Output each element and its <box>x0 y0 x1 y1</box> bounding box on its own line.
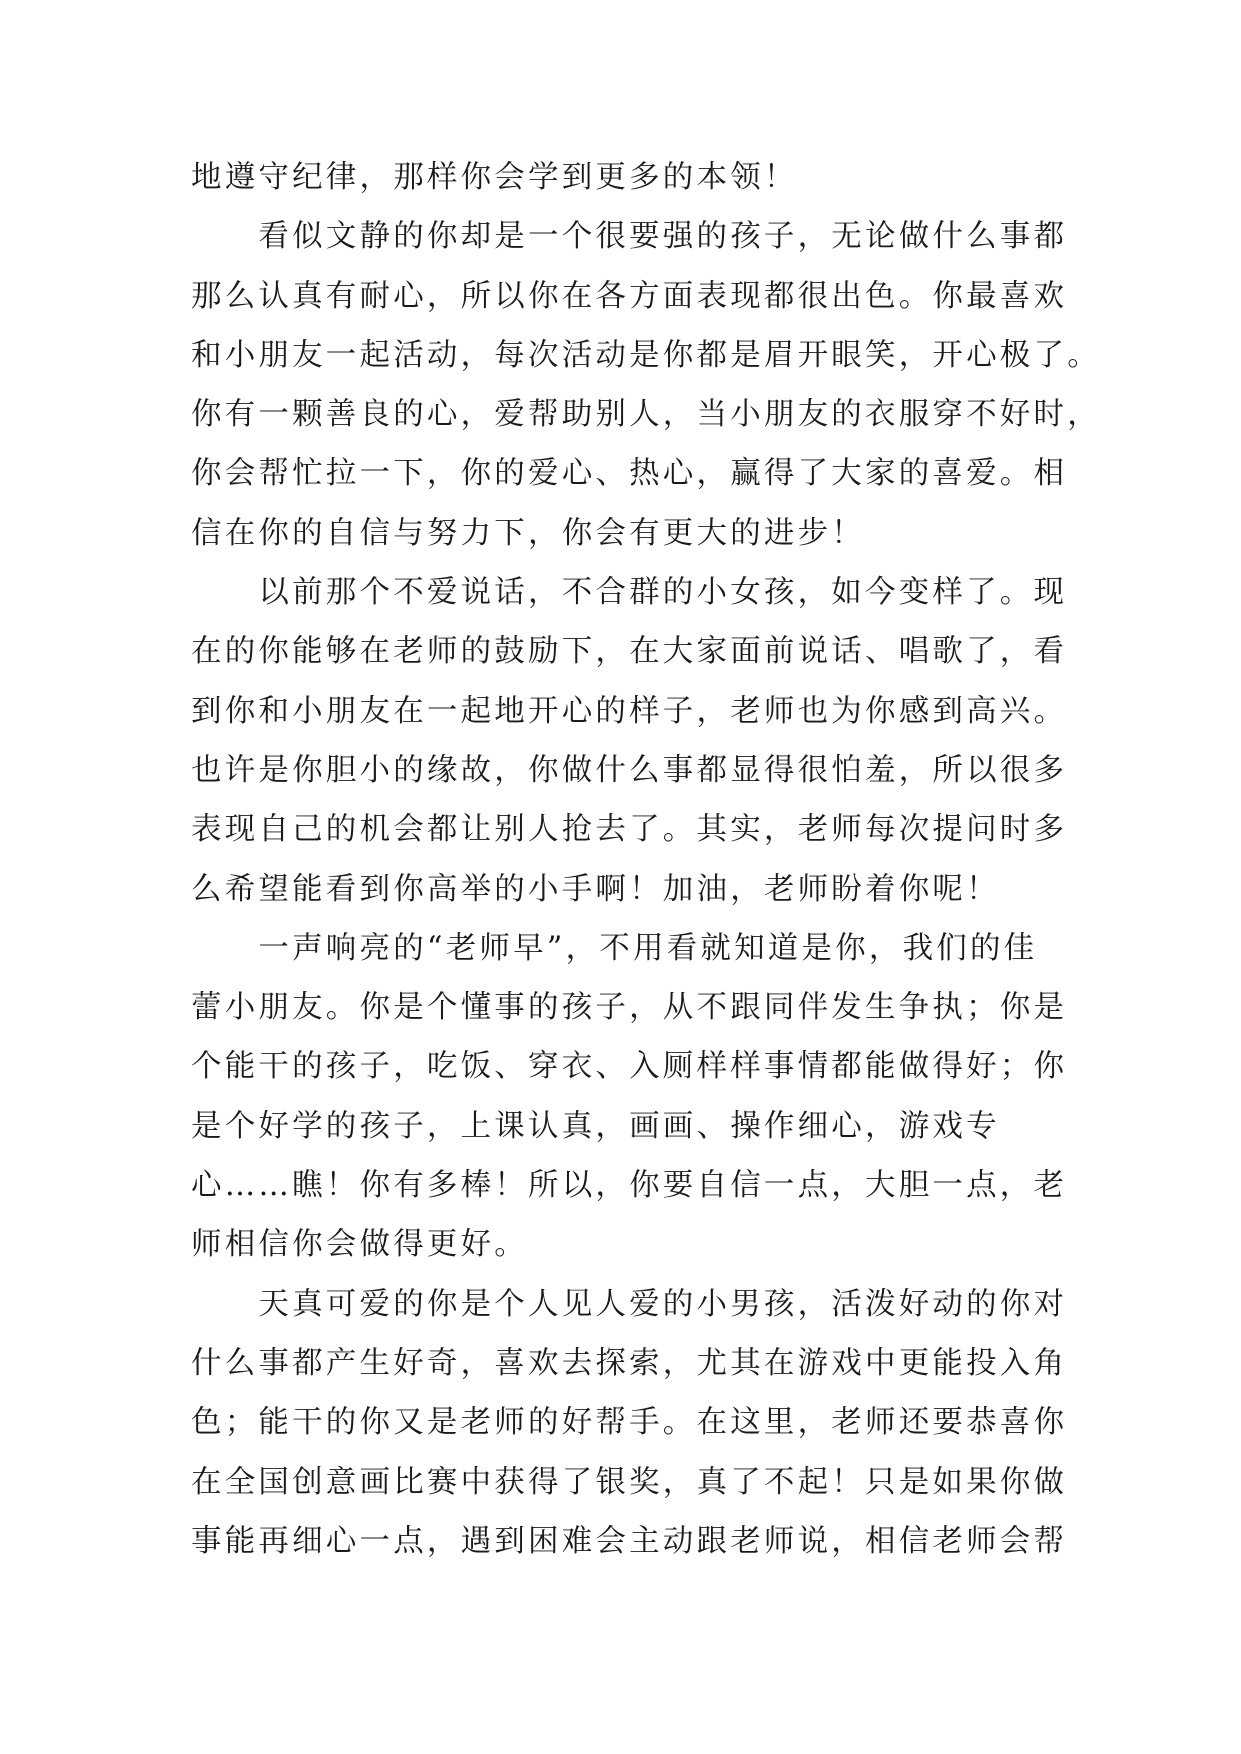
text-line: 地遵守纪律，那样你会学到更多的本领！ <box>191 160 798 195</box>
text-line: 心……瞧！你有多棒！所以，你要自信一点，大胆一点，老 <box>191 1168 1068 1204</box>
text-line: 事能再细心一点，遇到困难会主动跟老师说，相信老师会帮 <box>191 1523 1068 1559</box>
document-body <box>191 148 1101 1571</box>
text-line: 看似文静的你却是一个很要强的孩子，无论做什么事都 <box>191 219 1068 255</box>
text-line: 你会帮忙拉一下，你的爱心、热心，赢得了大家的喜爱。相 <box>191 456 1068 492</box>
text-line: 什么事都产生好奇，喜欢去探索，尤其在游戏中更能投入角 <box>191 1345 1068 1381</box>
text-line: 一声响亮的“老师早”，不用看就知道是你，我们的佳 <box>191 930 1038 966</box>
text-line: 以前那个不爱说话，不合群的小女孩，如今变样了。现 <box>191 575 1068 611</box>
text-line: 和小朋友一起活动，每次活动是你都是眉开眼笑，开心极了。 <box>191 337 1101 373</box>
text-line: 是个好学的孩子，上课认真，画画、操作细心，游戏专 <box>191 1108 1000 1144</box>
text-line: 信在你的自信与努力下，你会有更大的进步！ <box>191 515 865 551</box>
text-line: 表现自己的机会都让别人抢去了。其实，老师每次提问时多 <box>191 812 1068 848</box>
text-line: 师相信你会做得更好。 <box>191 1227 528 1263</box>
text-line: 也许是你胆小的缘故，你做什么事都显得很怕羞，所以很多 <box>191 752 1068 788</box>
text-line: 蕾小朋友。你是个懂事的孩子，从不跟同伴发生争执；你是 <box>191 990 1068 1026</box>
text-line: 在的你能够在老师的鼓励下，在大家面前说话、唱歌了，看 <box>191 634 1068 670</box>
text-line: 到你和小朋友在一起地开心的样子，老师也为你感到高兴。 <box>191 693 1068 729</box>
text-line: 么希望能看到你高举的小手啊！加油，老师盼着你呢！ <box>191 871 1000 907</box>
text-line: 个能干的孩子，吃饭、穿衣、入厕样样事情都能做得好；你 <box>191 1049 1068 1085</box>
text-line: 你有一颗善良的心，爱帮助别人，当小朋友的衣服穿不好时， <box>191 397 1101 433</box>
text-line: 在全国创意画比赛中获得了银奖，真了不起！只是如果你做 <box>191 1464 1068 1500</box>
text-line: 那么认真有耐心，所以你在各方面表现都很出色。你最喜欢 <box>191 278 1068 314</box>
text-line: 色；能干的你又是老师的好帮手。在这里，老师还要恭喜你 <box>191 1405 1068 1441</box>
text-line: 天真可爱的你是个人见人爱的小男孩，活泼好动的你对 <box>191 1286 1068 1322</box>
